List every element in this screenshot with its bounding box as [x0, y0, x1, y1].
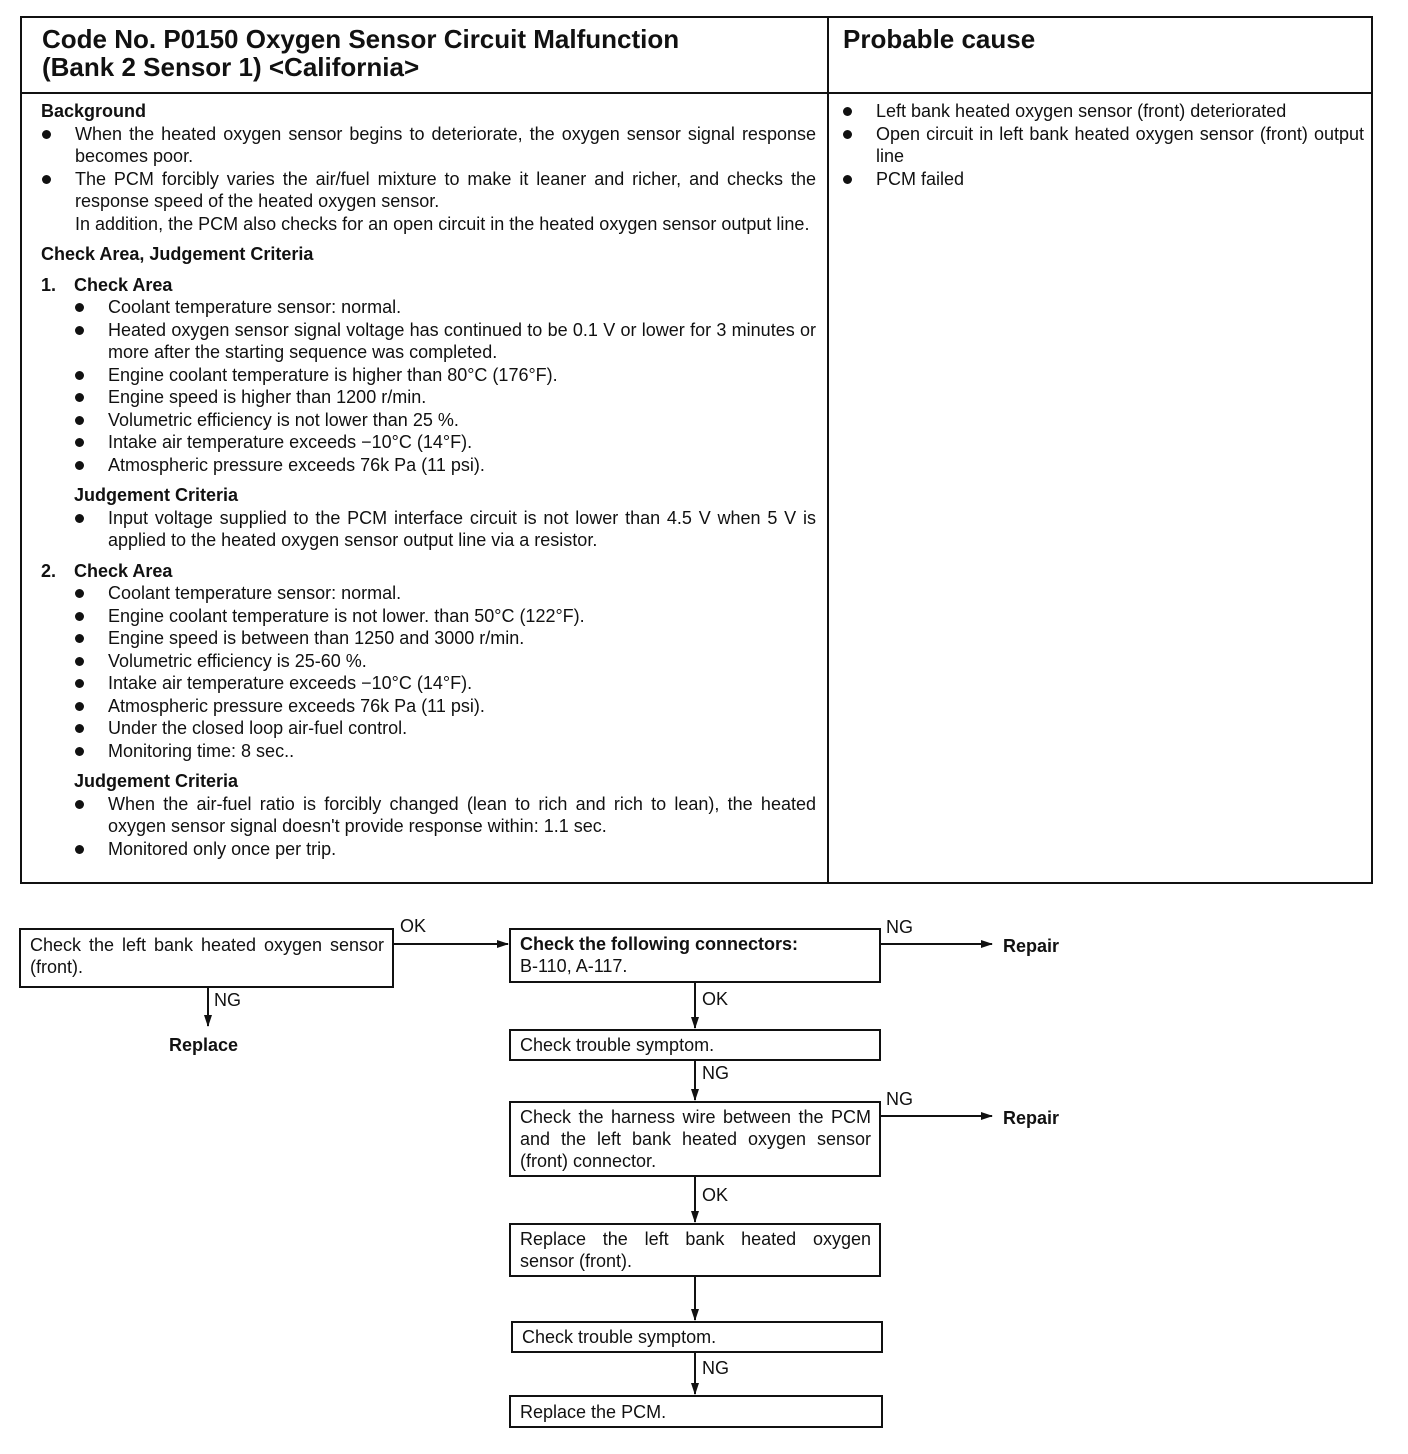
check-area-1-heading: 1. Check Area [41, 274, 173, 295]
label-ng: NG [702, 1063, 729, 1083]
repair-outcome: Repair [1003, 936, 1060, 956]
check-area-2-list [41, 582, 816, 860]
probable-cause-item: Left bank heated oxygen sensor (front) deteriorated [842, 100, 1364, 123]
list-item: Engine speed is between than 1250 and 3000 r/min. [74, 627, 816, 650]
background-paragraph: In addition, the PCM also checks for an open circuit in the heated oxygen sensor output line. [75, 213, 810, 234]
list-item: Input voltage supplied to the PCM interface circuit is not lower than 4.5 V when 5 V is applied to the heated oxygen sensor output line via a resistor. [74, 507, 816, 552]
list-item: Volumetric efficiency is 25-60 %. [74, 650, 816, 673]
list-item: Under the closed loop air-fuel control. [74, 717, 816, 740]
background-bullet: When the heated oxygen sensor begins to deteriorate, the oxygen sensor signal response becomes poor. [41, 123, 816, 168]
background-bullet: The PCM forcibly varies the air/fuel mixture to make it leaner and richer, and checks the response speed of the heated oxygen sensor. [41, 168, 816, 213]
column-divider [827, 18, 829, 882]
check-sensor-box: Check the left bank heated oxygen sensor (front). [19, 928, 394, 988]
label-ng: NG [886, 917, 913, 937]
list-item: Engine coolant temperature is higher than 80°C (176°F). [74, 364, 816, 387]
repair-outcome: Repair [1003, 1108, 1060, 1128]
list-item: Volumetric efficiency is not lower than 25 %. [74, 409, 816, 432]
diagnostic-table [20, 16, 1373, 884]
list-item: Monitored only once per trip. [74, 838, 816, 861]
check-area-2-heading: 2. Check Area [41, 560, 173, 581]
list-item: Intake air temperature exceeds −10°C (14°F). [74, 431, 816, 454]
list-item: Coolant temperature sensor: normal. [74, 582, 816, 605]
check-trouble-symptom-box: Check trouble symptom. [509, 1029, 881, 1061]
troubleshooting-flowchart [0, 900, 1408, 1454]
replace-pcm-box: Replace the PCM. [509, 1395, 883, 1428]
connectors-title: Check the following connectors: [520, 934, 799, 954]
check-area-heading: Check Area, Judgement Criteria [41, 244, 314, 264]
label-ok: OK [702, 1185, 729, 1205]
connectors-list: B-110, A-117. [520, 956, 628, 976]
background-heading: Background [41, 101, 147, 121]
header-divider [22, 92, 1371, 94]
list-item: When the air-fuel ratio is forcibly changed (lean to rich and rich to lean), the heated oxygen sensor signal doesn't provide response within: 1.1 sec. [74, 793, 816, 838]
list-item: Atmospheric pressure exceeds 76k Pa (11 psi). [74, 695, 816, 718]
probable-cause-item: Open circuit in left bank heated oxygen sensor (front) output line [842, 123, 1364, 168]
probable-cause-item: PCM failed [842, 168, 1364, 191]
label-ng: NG [702, 1358, 729, 1378]
list-item: Coolant temperature sensor: normal. [74, 296, 816, 319]
check-connectors-box [509, 928, 881, 983]
check-harness-box: Check the harness wire between the PCM and the left bank heated oxygen sensor (front) connector. [509, 1101, 881, 1177]
list-item: Atmospheric pressure exceeds 76k Pa (11 psi). [74, 454, 816, 477]
replace-sensor-box: Replace the left bank heated oxygen sensor (front). [509, 1223, 881, 1277]
description-column [41, 100, 816, 860]
list-item: Heated oxygen sensor signal voltage has continued to be 0.1 V or lower for 3 minutes or more after the starting sequence was completed. [74, 319, 816, 364]
list-item: Engine speed is higher than 1200 r/min. [74, 386, 816, 409]
judgement-criteria-1-heading: Judgement Criteria [74, 485, 239, 505]
list-item: Monitoring time: 8 sec.. [74, 740, 816, 763]
label-ok: OK [702, 989, 729, 1009]
check-area-1-list [41, 296, 816, 552]
list-item: Engine coolant temperature is not lower. than 50°C (122°F). [74, 605, 816, 628]
page-title: Code No. P0150 Oxygen Sensor Circuit Malfunction (Bank 2 Sensor 1) <California> [42, 24, 680, 82]
probable-cause-title: Probable cause [843, 24, 1036, 54]
check-trouble-symptom-box-2: Check trouble symptom. [511, 1321, 883, 1353]
label-ok: OK [400, 916, 427, 936]
replace-outcome: Replace [169, 1035, 239, 1055]
judgement-criteria-2-heading: Judgement Criteria [74, 771, 239, 791]
list-item: Intake air temperature exceeds −10°C (14°F). [74, 672, 816, 695]
probable-cause-column [842, 100, 1364, 190]
label-ng: NG [214, 990, 241, 1010]
label-ng: NG [886, 1089, 913, 1109]
